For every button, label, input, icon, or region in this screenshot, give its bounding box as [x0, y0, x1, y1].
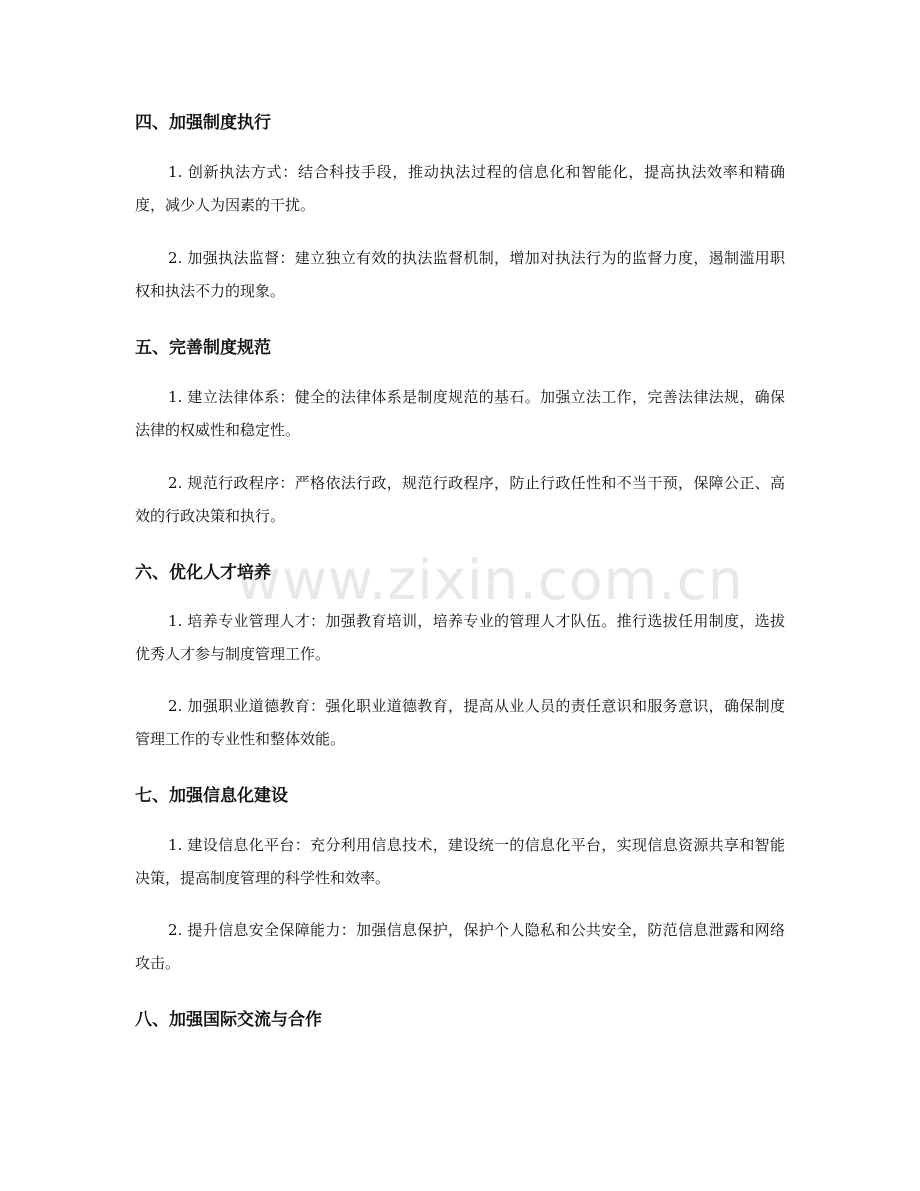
- section-heading-4: 四、加强制度执行: [135, 113, 271, 133]
- section-6-paragraph-2: 2. 加强职业道德教育：强化职业道德教育，提高从业人员的责任意识和服务意识，确保制度管理工作的专业性和整体效能。: [135, 697, 785, 748]
- section-5-paragraph-2: 2. 规范行政程序：严格依法行政，规范行政程序，防止行政任性和不当干预，保障公正、高效的行政决策和执行。: [135, 474, 785, 525]
- section-7-paragraph-2: 2. 提升信息安全保障能力：加强信息保护，保护个人隐私和公共安全，防范信息泄露和网络攻击。: [135, 921, 785, 972]
- section-heading-8: 八、加强国际交流与合作: [135, 1010, 322, 1030]
- section-4-paragraph-1: 1. 创新执法方式：结合科技手段，推动执法过程的信息化和智能化，提高执法效率和精确度，减少人为因素的干扰。: [135, 163, 785, 214]
- watermark: www.zixin.com.cn: [236, 548, 744, 612]
- section-heading-5: 五、完善制度规范: [135, 338, 271, 358]
- section-heading-7: 七、加强信息化建设: [135, 786, 288, 806]
- section-7-paragraph-1: 1. 建设信息化平台：充分利用信息技术，建设统一的信息化平台，实现信息资源共享和智能决策，提高制度管理的科学性和效率。: [135, 836, 785, 887]
- section-4-paragraph-2: 2. 加强执法监督：建立独立有效的执法监督机制，增加对执法行为的监督力度，遏制滥用职权和执法不力的现象。: [135, 249, 785, 300]
- section-6-paragraph-1: 1. 培养专业管理人才：加强教育培训，培养专业的管理人才队伍。推行选拔任用制度，选拔优秀人才参与制度管理工作。: [135, 612, 785, 663]
- section-5-paragraph-1: 1. 建立法律体系：健全的法律体系是制度规范的基石。加强立法工作，完善法律法规，确保法律的权威性和稳定性。: [135, 388, 785, 439]
- section-heading-6: 六、优化人才培养: [135, 563, 271, 583]
